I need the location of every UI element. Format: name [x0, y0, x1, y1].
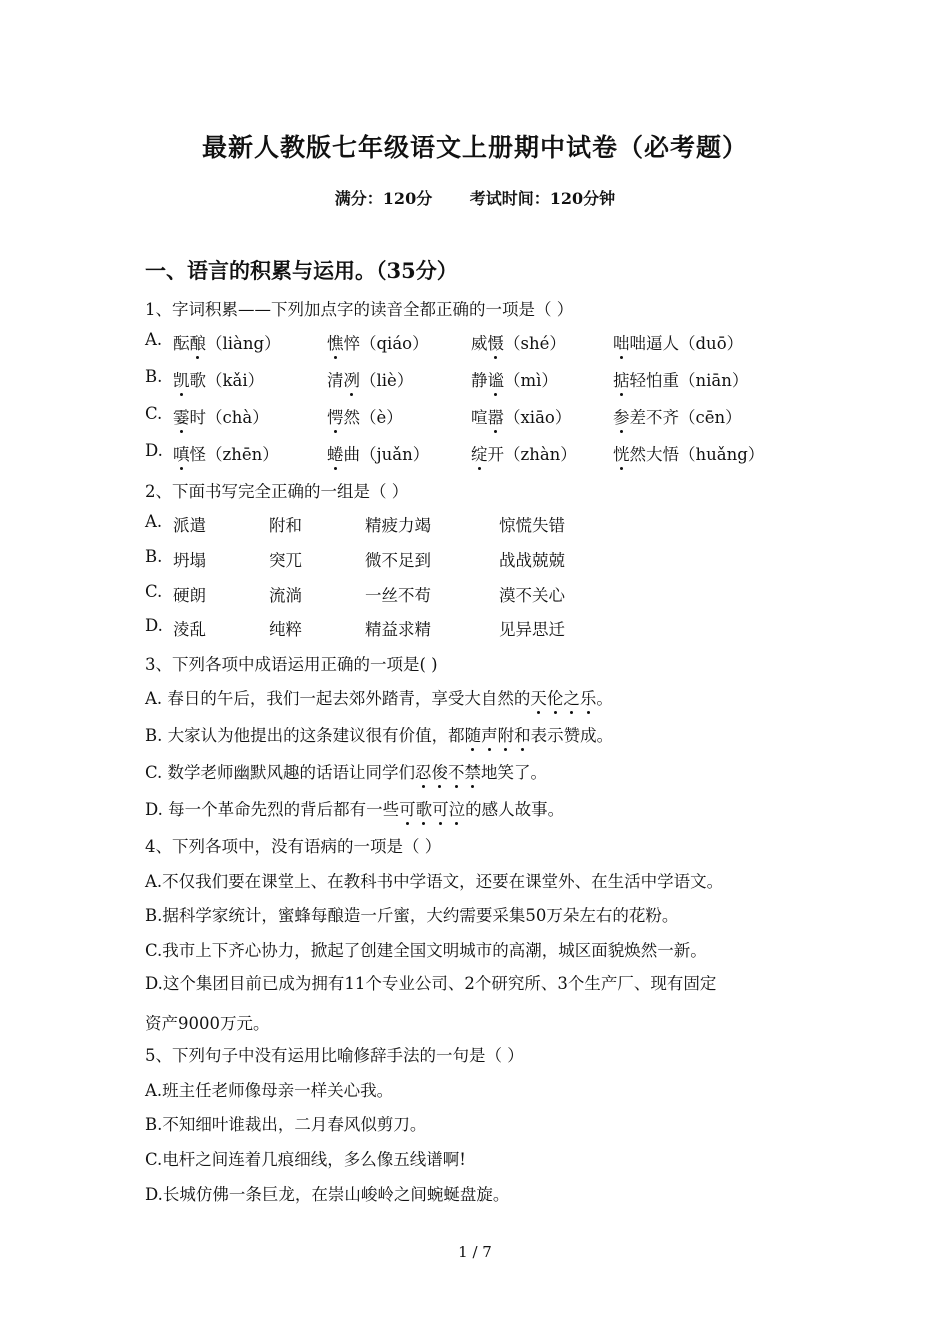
- dotted-char: 愕: [327, 404, 344, 428]
- option-text: A. 春日的午后，我们一起去郊外踏青，享受大自然的: [145, 689, 531, 708]
- dotted-char: 嚣: [488, 404, 505, 428]
- question-3-option: [145, 796, 564, 820]
- question-3-stem: 3、下列各项中成语运用正确的一项是( ): [145, 655, 438, 674]
- option-text: 的感人故事。: [465, 800, 565, 819]
- option-text: D. 每一个革命先烈的背后都有一些: [145, 800, 400, 819]
- question-5-option-b: B.不知细叶谁裁出，二月春风似剪刀。: [145, 1115, 427, 1134]
- word-item: [173, 441, 279, 465]
- question-4-option-b: B.据科学家统计，蜜蜂每酿造一斤蜜，大约需要采集50万朵左右的花粉。: [145, 906, 679, 925]
- option-text: 。: [596, 689, 613, 708]
- word-prefix: 酝: [173, 334, 190, 353]
- word-item: 精疲力竭: [365, 516, 431, 535]
- dotted-char: 谧: [488, 367, 505, 391]
- dotted-char: 可: [432, 796, 449, 820]
- question-5-option-a: A.班主任老师像母亲一样关心我。: [145, 1081, 394, 1100]
- dotted-char: 掂: [613, 367, 630, 391]
- word-suffix: 开（zhàn）: [487, 445, 577, 464]
- dotted-char: 蜷: [327, 441, 344, 465]
- word-suffix: （shé）: [504, 334, 566, 353]
- word-item: [327, 367, 413, 391]
- word-item: [471, 367, 558, 391]
- word-item: [327, 441, 429, 465]
- dotted-char: 歌: [416, 796, 433, 820]
- word-item: 一丝不苟: [365, 586, 431, 605]
- question-4-option-d: D.这个集团目前已成为拥有11个专业公司、2个研究所、3个生产厂、现有固定: [145, 974, 717, 993]
- exam-time: 考试时间：120分钟: [469, 189, 616, 208]
- word-suffix: （liàng）: [206, 334, 281, 353]
- dotted-char: 酿: [190, 330, 207, 354]
- word-item: 派遣: [173, 516, 206, 535]
- option-label: A.: [145, 512, 163, 531]
- word-suffix: 怪（zhēn）: [189, 445, 279, 464]
- word-suffix: 咄逼人（duō）: [629, 334, 744, 353]
- option-label: A.: [145, 330, 163, 349]
- question-5-stem: 5、下列句子中没有运用比喻修辞手法的一句是（ ）: [145, 1046, 524, 1065]
- question-4-option-a: A.不仅我们要在课堂上、在教科书中学语文，还要在课堂外、在生活中学语文。: [145, 872, 724, 891]
- word-item: 坍塌: [173, 551, 206, 570]
- dotted-char: 咄: [613, 330, 630, 354]
- question-2-stem: 2、下面书写完全正确的一组是（ ）: [145, 482, 409, 501]
- word-suffix: 歌（kǎi）: [189, 371, 265, 390]
- dotted-char: 声: [481, 722, 498, 746]
- section-heading: 一、语言的积累与运用。（35分）: [145, 258, 458, 283]
- dotted-char: 天: [530, 685, 547, 709]
- word-item: 纯粹: [269, 620, 302, 639]
- word-item: 战战兢兢: [499, 551, 565, 570]
- question-3-option: [145, 685, 613, 709]
- question-5-option-d: D.长城仿佛一条巨龙，在崇山峻岭之间蜿蜒盘旋。: [145, 1185, 510, 1204]
- word-prefix: 威: [471, 334, 488, 353]
- dotted-char: 参: [613, 404, 630, 428]
- word-item: 流淌: [269, 586, 302, 605]
- word-item: 硬朗: [173, 586, 206, 605]
- question-3-option: [145, 722, 613, 746]
- word-suffix: 然大悟（huǎng）: [629, 445, 765, 464]
- word-item: 附和: [269, 516, 302, 535]
- word-item: [613, 441, 764, 465]
- word-suffix: 轻怕重（niān）: [629, 371, 749, 390]
- full-score: 满分：120分: [334, 189, 433, 208]
- option-text: C. 数学老师幽默风趣的话语让同学们: [145, 763, 416, 782]
- option-text: 地笑了。: [481, 763, 548, 782]
- word-item: [173, 367, 264, 391]
- dotted-char: 和: [514, 722, 531, 746]
- dotted-char: 俊: [432, 759, 449, 783]
- option-label: C.: [145, 582, 163, 601]
- exam-info: [0, 186, 950, 209]
- word-prefix: 静: [471, 371, 488, 390]
- word-item: 见异思迁: [499, 620, 565, 639]
- word-suffix: 然（è）: [343, 408, 403, 427]
- option-text: B. 大家认为他提出的这条建议很有价值，都: [145, 726, 465, 745]
- word-item: 微不足到: [365, 551, 431, 570]
- dotted-char: 霎: [173, 404, 190, 428]
- dotted-char: 之: [563, 685, 580, 709]
- word-suffix: 曲（juǎn）: [343, 445, 430, 464]
- question-5-option-c: C.电杆之间连着几痕细线，多么像五线谱啊!: [145, 1150, 466, 1169]
- dotted-char: 不: [448, 759, 465, 783]
- dotted-idiom: [465, 726, 531, 745]
- word-item: [173, 330, 281, 354]
- dotted-char: 绽: [471, 441, 488, 465]
- word-suffix: （mì）: [504, 371, 558, 390]
- word-prefix: 喧: [471, 408, 488, 427]
- option-label: D.: [145, 441, 163, 460]
- dotted-char: 慑: [488, 330, 505, 354]
- dotted-char: 可: [399, 796, 416, 820]
- word-item: [613, 404, 742, 428]
- dotted-char: 憔: [327, 330, 344, 354]
- word-item: 淩乱: [173, 620, 206, 639]
- dotted-idiom: [415, 763, 481, 782]
- dotted-char: 附: [498, 722, 515, 746]
- word-item: [327, 330, 429, 354]
- word-item: [471, 330, 566, 354]
- option-label: C.: [145, 404, 163, 423]
- word-item: [327, 404, 403, 428]
- word-item: [613, 330, 743, 354]
- word-item: 惊慌失错: [499, 516, 565, 535]
- dotted-char: 嗔: [173, 441, 190, 465]
- dotted-char: 随: [465, 722, 482, 746]
- word-suffix: （liè）: [360, 371, 414, 390]
- page-number: 1 / 7: [458, 1243, 492, 1261]
- option-label: D.: [145, 616, 163, 635]
- page-title: 最新人教版七年级语文上册期中试卷（必考题）: [201, 133, 748, 162]
- dotted-char: 泣: [449, 796, 466, 820]
- dotted-char: 伦: [547, 685, 564, 709]
- question-4-option-d-cont: 资产9000万元。: [145, 1014, 270, 1033]
- word-item: [471, 404, 571, 428]
- word-suffix: （xiāo）: [504, 408, 572, 427]
- word-item: 漠不关心: [499, 586, 565, 605]
- word-suffix: 时（chà）: [189, 408, 269, 427]
- dotted-idiom: [530, 689, 596, 708]
- word-item: 突兀: [269, 551, 302, 570]
- word-prefix: 清: [327, 371, 344, 390]
- dotted-char: 禁: [465, 759, 482, 783]
- dotted-char: 乐: [580, 685, 597, 709]
- question-3-option: [145, 759, 547, 783]
- dotted-char: 凯: [173, 367, 190, 391]
- option-label: B.: [145, 367, 163, 386]
- dotted-char: 忍: [415, 759, 432, 783]
- option-label: B.: [145, 547, 163, 566]
- dotted-char: 冽: [344, 367, 361, 391]
- word-item: [613, 367, 748, 391]
- option-text: 表示赞成。: [530, 726, 614, 745]
- word-item: [471, 441, 577, 465]
- dotted-idiom: [399, 800, 465, 819]
- word-item: 精益求精: [365, 620, 431, 639]
- word-item: [173, 404, 269, 428]
- word-suffix: 悴（qiáo）: [343, 334, 429, 353]
- dotted-char: 恍: [613, 441, 630, 465]
- question-1-stem: 1、字词积累——下列加点字的读音全都正确的一项是（ ）: [145, 300, 574, 319]
- question-4-option-c: C.我市上下齐心协力，掀起了创建全国文明城市的高潮，城区面貌焕然一新。: [145, 941, 707, 960]
- question-4-stem: 4、下列各项中，没有语病的一项是（ ）: [145, 837, 442, 856]
- word-suffix: 差不齐（cēn）: [629, 408, 742, 427]
